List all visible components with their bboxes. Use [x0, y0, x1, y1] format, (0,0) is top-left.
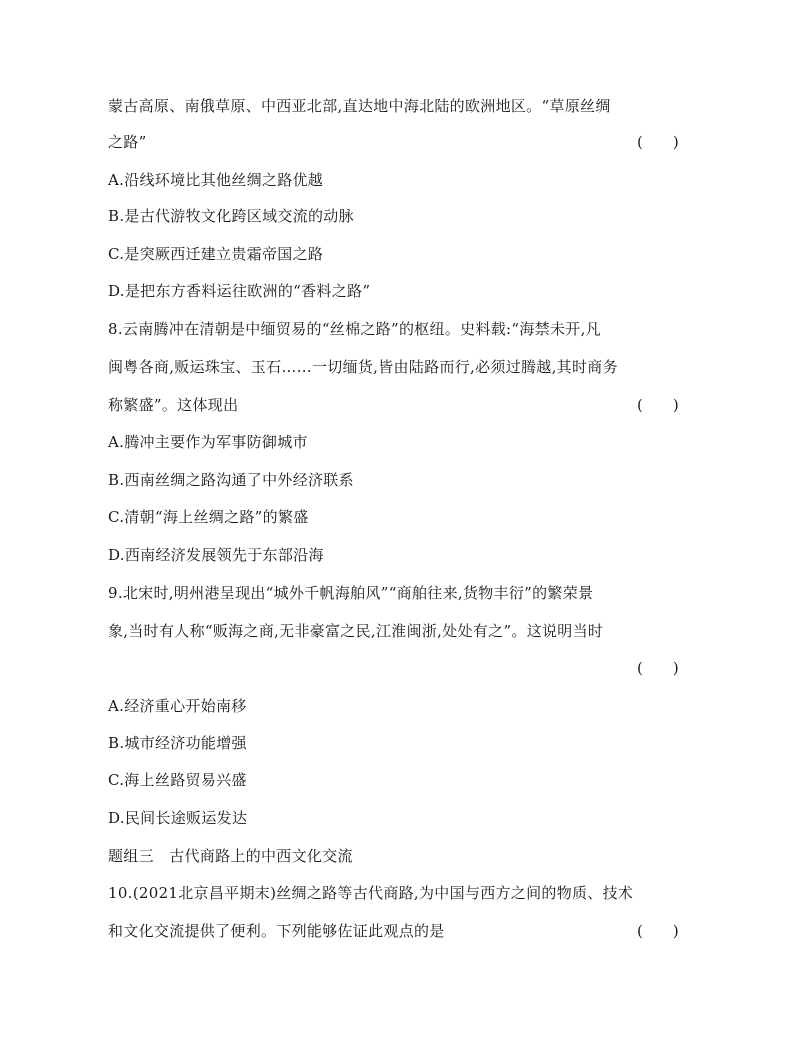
q7-option-d: D.是把东方香料运往欧洲的“香料之路” — [108, 282, 371, 300]
q10-stem-line-2: 和文化交流提供了便利。下列能够佐证此观点的是 — [108, 922, 445, 940]
section-3-heading: 题组三 古代商路上的中西文化交流 — [108, 847, 353, 865]
q9-stem-line-2: 象,当时有人称“贩海之商,无非豪富之民,江淮闽浙,处处有之”。这说明当时 — [108, 622, 604, 640]
q8-stem-line-2: 闽粤各商,贩运珠宝、玉石……一切缅货,皆由陆路而行,必须过腾越,其时商务 — [108, 358, 618, 376]
q7-answer-bracket: ( ) — [637, 133, 679, 151]
q9-option-d: D.民间长途贩运发达 — [108, 809, 248, 827]
q8-option-b: B.西南丝绸之路沟通了中外经济联系 — [108, 471, 354, 489]
q9-stem-line-1: 9.北宋时,明州港呈现出“城外千帆海舶风”“商舶往来,货物丰衍”的繁荣景 — [108, 584, 594, 602]
q8-stem-line-3: 称繁盛”。这体现出 — [108, 396, 239, 414]
q7-stem-line-1: 蒙古高原、南俄草原、中西亚北部,直达地中海北陆的欧洲地区。“草原丝绸 — [108, 97, 611, 115]
q7-option-a: A.沿线环境比其他丝绸之路优越 — [108, 171, 324, 189]
q7-option-b: B.是古代游牧文化跨区域交流的动脉 — [108, 207, 354, 225]
q8-answer-bracket: ( ) — [637, 396, 679, 414]
q7-option-c: C.是突厥西迁建立贵霜帝国之路 — [108, 245, 324, 263]
q10-stem-line-1: 10.(2021北京昌平期末)丝绸之路等古代商路,为中国与西方之间的物质、技术 — [108, 884, 634, 902]
q8-option-a: A.腾冲主要作为军事防御城市 — [108, 433, 308, 451]
q9-option-a: A.经济重心开始南移 — [108, 697, 247, 715]
q8-stem-line-1: 8.云南腾冲在清朝是中缅贸易的“丝棉之路”的枢纽。史料载:“海禁未开,凡 — [108, 320, 601, 338]
q9-option-c: C.海上丝路贸易兴盛 — [108, 771, 247, 789]
q9-option-b: B.城市经济功能增强 — [108, 734, 247, 752]
q7-stem-line-2: 之路” — [108, 133, 147, 151]
q8-option-d: D.西南经济发展领先于东部沿海 — [108, 546, 324, 564]
q8-option-c: C.清朝“海上丝绸之路”的繁盛 — [108, 508, 309, 526]
q9-answer-bracket: ( ) — [637, 659, 679, 677]
q10-answer-bracket: ( ) — [637, 922, 679, 940]
